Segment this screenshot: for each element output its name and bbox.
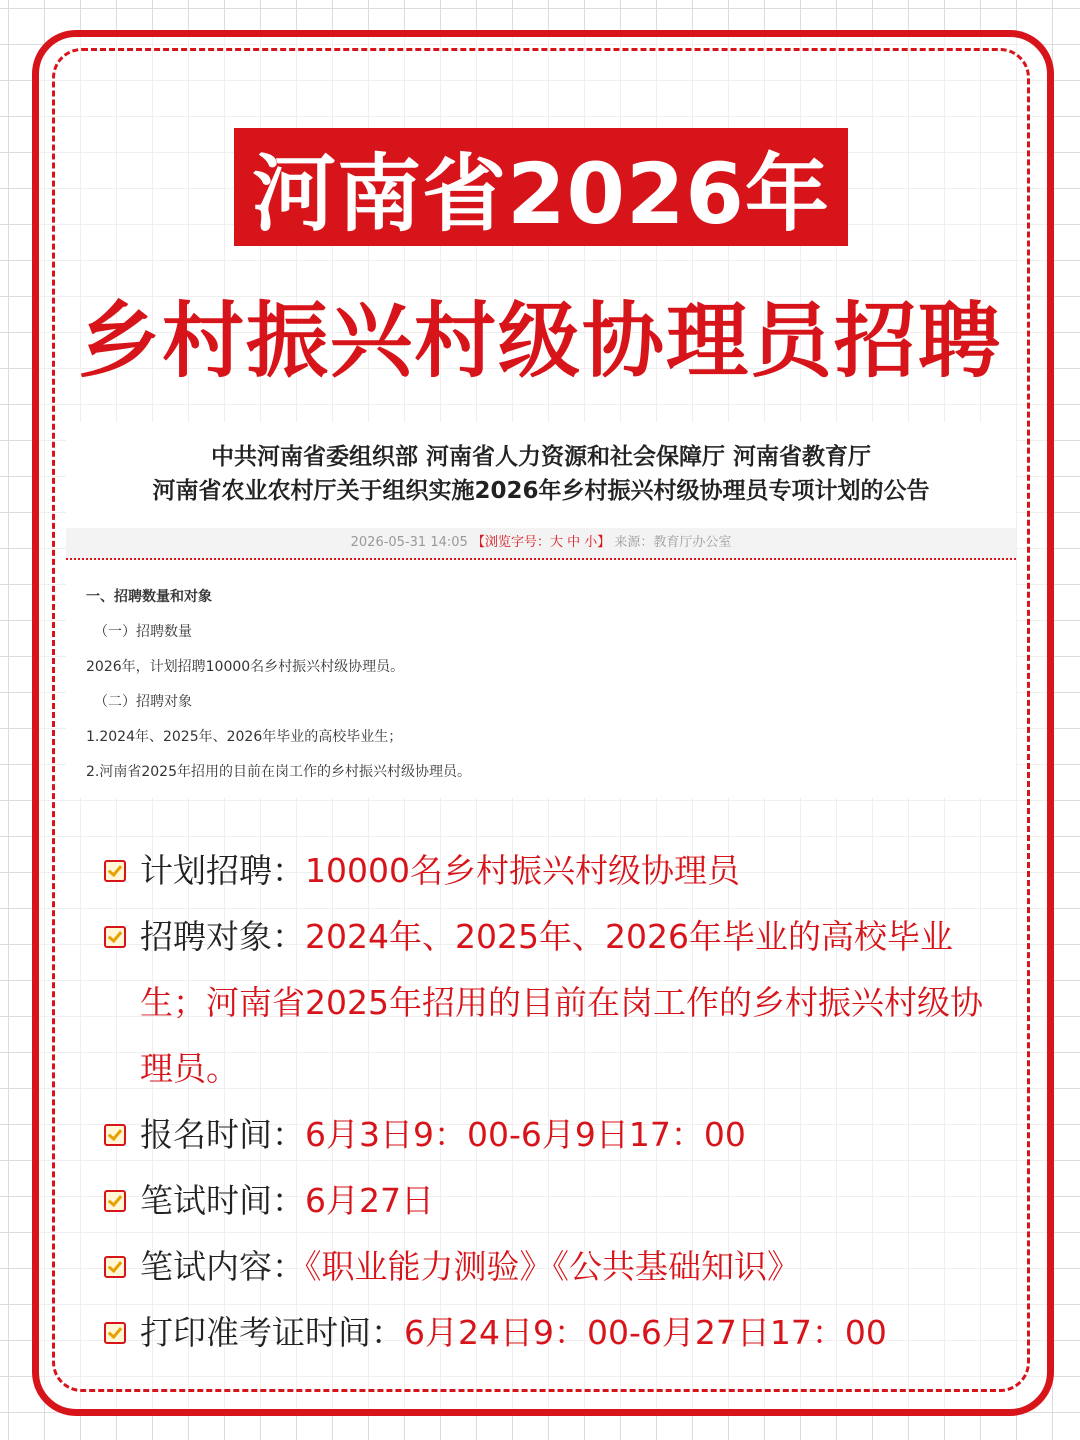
summary-value: 《职业能力测验》《公共基础知识》 xyxy=(305,1247,800,1286)
checked-box-icon xyxy=(104,860,126,882)
summary-label: 招聘对象： xyxy=(140,917,305,956)
summary-list xyxy=(100,838,1000,1366)
announcement-meta-bar xyxy=(66,528,1016,560)
summary-value: 2024年、2025年、2026年毕业的高校毕业生；河南省2025年招用的目前在岗工作的乡村振兴村级协理员。 xyxy=(140,917,983,1088)
announcement-heading-line-1: 中共河南省委组织部 河南省人力资源和社会保障厅 河南省教育厅 xyxy=(210,444,871,470)
summary-value: 6月27日 xyxy=(305,1181,434,1220)
body-paragraph: 2.河南省2025年招用的目前在岗工作的乡村振兴村级协理员。 xyxy=(86,764,471,780)
section-heading: 一、招聘数量和对象 xyxy=(86,589,212,605)
title-line-1: 河南省2026年 xyxy=(252,144,830,243)
body-paragraph: 1.2024年、2025年、2026年毕业的高校毕业生； xyxy=(86,729,403,745)
summary-value: 6月24日9：00-6月27日17：00 xyxy=(404,1313,887,1352)
summary-item-plan xyxy=(100,838,1000,904)
font-size-controls[interactable]: 【浏览字号：大 中 小】 xyxy=(471,535,611,550)
announcement-body xyxy=(86,584,986,794)
summary-label: 报名时间： xyxy=(140,1115,305,1154)
summary-value: 10000名乡村振兴村级协理员 xyxy=(305,851,740,890)
checked-box-icon xyxy=(104,926,126,948)
announcement-source: 来源：教育厅办公室 xyxy=(614,535,732,550)
checked-box-icon xyxy=(104,1124,126,1146)
summary-item-registration xyxy=(100,1102,1000,1168)
title-line-2: 乡村振兴村级协理员招聘 xyxy=(77,294,1002,389)
checked-box-icon xyxy=(104,1190,126,1212)
announcement-heading-line-2: 河南省农业农村厅关于组织实施2026年乡村振兴村级协理员专项计划的公告 xyxy=(152,478,930,504)
announcement-heading xyxy=(66,440,1016,508)
body-paragraph: 2026年，计划招聘10000名乡村振兴村级协理员。 xyxy=(86,659,405,675)
summary-label: 笔试时间： xyxy=(140,1181,305,1220)
announcement-screenshot xyxy=(66,422,1016,798)
summary-item-target xyxy=(100,904,1000,1102)
subsection-heading: （二）招聘对象 xyxy=(94,694,192,710)
title-banner xyxy=(234,128,848,246)
summary-item-exam-content xyxy=(100,1234,1000,1300)
subsection-heading: （一）招聘数量 xyxy=(94,624,192,640)
summary-label: 笔试内容： xyxy=(140,1247,305,1286)
summary-item-exam-date xyxy=(100,1168,1000,1234)
checked-box-icon xyxy=(104,1256,126,1278)
summary-item-admission-ticket xyxy=(100,1300,1000,1366)
summary-label: 计划招聘： xyxy=(140,851,305,890)
summary-value: 6月3日9：00-6月9日17：00 xyxy=(305,1115,746,1154)
checked-box-icon xyxy=(104,1322,126,1344)
summary-label: 打印准考证时间： xyxy=(140,1313,404,1352)
announcement-date: 2026-05-31 14:05 xyxy=(350,535,468,550)
